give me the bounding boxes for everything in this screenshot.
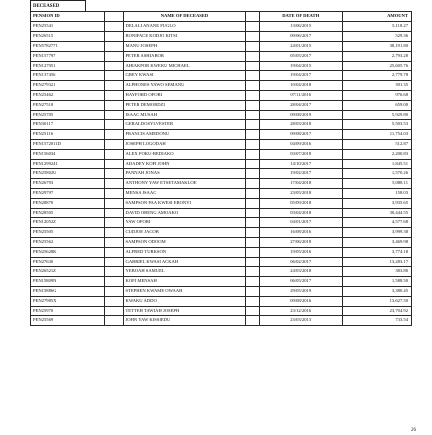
table-row [31, 316, 412, 326]
pension-id-cell: PEN29797 [31, 188, 105, 198]
table-row [31, 218, 412, 228]
header-date-of-death: DATE OF DEATH [259, 12, 342, 22]
spacer-cell [246, 179, 259, 189]
amount-cell: 391.35 [342, 81, 411, 91]
spacer-cell [246, 257, 259, 267]
pension-id-cell: PEN12052Z [31, 218, 105, 228]
spacer-cell [246, 277, 259, 287]
deceased-name-cell: KWAKU ADDO [123, 296, 246, 306]
table-row [31, 188, 412, 198]
amount-cell: 659.00 [342, 100, 411, 110]
date-of-death-cell: 19/04/2015 [259, 61, 342, 71]
deceased-name-cell: SAMPSON ODOOM [123, 237, 246, 247]
date-of-death-cell: 16/08/2016 [259, 228, 342, 238]
pension-id-cell: PEN5782771 [31, 41, 105, 51]
spacer-cell [105, 81, 123, 91]
table-row [31, 61, 412, 71]
amount-cell: 30,444.55 [342, 208, 411, 218]
deceased-name-cell: PANNAH JONAS [123, 169, 246, 179]
table-row [31, 169, 412, 179]
date-of-death-cell: 14/10/2017 [259, 159, 342, 169]
spacer-cell [105, 218, 123, 228]
deceased-name-cell: BONIFACE KODJO KITSI [123, 32, 246, 42]
spacer-cell [246, 149, 259, 159]
pension-id-cell: PEN28870 [31, 198, 105, 208]
spacer-cell [246, 41, 259, 51]
deceased-name-cell: JOSEPH LOGODAH [123, 139, 246, 149]
pension-id-cell: PEN25541 [31, 22, 105, 32]
spacer-cell [246, 267, 259, 277]
spacer-cell [246, 237, 259, 247]
table-row [31, 257, 412, 267]
spacer-cell [246, 286, 259, 296]
table-row [31, 22, 412, 32]
amount-cell: 529.36 [342, 32, 411, 42]
deceased-name-cell: MANU JOSEPH [123, 41, 246, 51]
amount-cell: 13,283.17 [342, 257, 411, 267]
spacer-cell [246, 296, 259, 306]
pension-id-cell: PEN157797 [31, 51, 105, 61]
deceased-name-cell: ADADEY KOFI JOHN [123, 159, 246, 169]
date-of-death-cell: 23/03/2013 [259, 316, 342, 326]
caption-deceased: DECEASED [30, 0, 86, 12]
table-row [31, 139, 412, 149]
deceased-pension-table [30, 11, 412, 326]
pension-id-cell: PEN25802U [31, 169, 105, 179]
deceased-name-cell: FRANCIS AMEDONU [123, 130, 246, 140]
pension-id-cell: PEN27518 [31, 100, 105, 110]
pension-id-cell: PEN26515 [31, 32, 105, 42]
amount-cell: 3,935.65 [342, 198, 411, 208]
pension-id-cell: PEN25705 [31, 110, 105, 120]
amount-cell: 3,774.18 [342, 247, 411, 257]
pension-id-cell: PEN25970 [31, 306, 105, 316]
pension-id-cell: PEN15809N [31, 277, 105, 287]
spacer-cell [246, 218, 259, 228]
spacer-cell [246, 51, 259, 61]
date-of-death-cell: 04/09/2016 [259, 139, 342, 149]
spacer-cell [105, 286, 123, 296]
table-row [31, 51, 412, 61]
header-pension-id: PENSION ID [31, 12, 105, 22]
deceased-name-cell: TETTEH TAWIAH JOSEPH [123, 306, 246, 316]
table-row [31, 32, 412, 42]
spacer-cell [246, 169, 259, 179]
spacer-cell [105, 237, 123, 247]
date-of-death-cell: 27/06/2018 [259, 237, 342, 247]
date-of-death-cell: 09/08/2016 [259, 296, 342, 306]
deceased-name-cell: DAVID OBENG AMOAKO [123, 208, 246, 218]
spacer-cell [105, 179, 123, 189]
table-row [31, 296, 412, 306]
table-row [31, 90, 412, 100]
amount-cell: 25,605.76 [342, 61, 411, 71]
amount-cell: 383.80 [342, 267, 411, 277]
date-of-death-cell: 09/06/2017 [259, 32, 342, 42]
pension-id-cell: PEN25462 [31, 90, 105, 100]
amount-cell: 976.68 [342, 90, 411, 100]
amount-cell: 5,118.27 [342, 22, 411, 32]
spacer-cell [246, 61, 259, 71]
deceased-name-cell: YAW OFORI [123, 218, 246, 228]
deceased-name-cell: CUDJOE JACOB [123, 228, 246, 238]
spacer-cell [105, 71, 123, 81]
date-of-death-cell: 24/01/2015 [259, 41, 342, 51]
amount-cell: 5,503.53 [342, 120, 411, 130]
spacer-cell [246, 159, 259, 169]
table-row [31, 71, 412, 81]
pension-id-cell: PEN30117 [31, 120, 105, 130]
pension-id-cell: PEN25569 [31, 316, 105, 326]
spacer-cell [246, 228, 259, 238]
spacer-cell [105, 267, 123, 277]
pension-id-cell: PEN25116 [31, 130, 105, 140]
spacer-cell [105, 139, 123, 149]
date-of-death-cell: 09/08/2017 [259, 130, 342, 140]
pension-id-cell: PEN28505 [31, 208, 105, 218]
amount-cell: 158.03 [342, 188, 411, 198]
deceased-name-cell: PETER ASHIABOR [123, 51, 246, 61]
amount-cell: 2,779.78 [342, 71, 411, 81]
table-row [31, 306, 412, 316]
date-of-death-cell: 03/07/2018 [259, 149, 342, 159]
deceased-name-cell: ISAAC MUSAH [123, 110, 246, 120]
amount-cell: 1,570.26 [342, 169, 411, 179]
spacer-cell [105, 169, 123, 179]
date-of-death-cell: 24/03/2018 [259, 267, 342, 277]
page-number: 26 [411, 428, 416, 433]
pension-id-cell: PEN26793 [31, 179, 105, 189]
spacer-cell [105, 149, 123, 159]
table-row [31, 159, 412, 169]
table-header-row [31, 12, 412, 22]
document-sheet [8, 0, 416, 433]
deceased-name-cell: DELALI ANANE FUGLO [123, 22, 246, 32]
spacer-cell [246, 81, 259, 91]
spacer-cell [246, 208, 259, 218]
spacer-cell [105, 100, 123, 110]
pension-id-cell: PEN27985X [31, 296, 105, 306]
spacer-cell [105, 306, 123, 316]
date-of-death-cell: 28/04/2017 [259, 100, 342, 110]
spacer-cell [246, 139, 259, 149]
spacer-cell [246, 188, 259, 198]
spacer-cell [246, 71, 259, 81]
spacer-cell [105, 247, 123, 257]
spacer-cell [246, 22, 259, 32]
pension-id-cell: PEN127951 [31, 61, 105, 71]
date-of-death-cell: 19/05/2016 [259, 247, 342, 257]
spacer-cell [105, 208, 123, 218]
deceased-name-cell: STEPHEN KWAME OWAAH [123, 286, 246, 296]
spacer-cell [105, 90, 123, 100]
amount-cell: 3,380.45 [342, 286, 411, 296]
table-row [31, 208, 412, 218]
pension-id-cell: PEN25628K [31, 247, 105, 257]
date-of-death-cell: 06/02/2017 [259, 257, 342, 267]
table-row [31, 41, 412, 51]
spacer-cell [105, 130, 123, 140]
deceased-name-cell: PETER DEMORDZI [123, 100, 246, 110]
spacer-cell [105, 159, 123, 169]
spacer-cell [105, 296, 123, 306]
spacer-cell [105, 32, 123, 42]
table-row [31, 267, 412, 277]
table-row [31, 120, 412, 130]
deceased-name-cell: ALFRED TURKSON [123, 247, 246, 257]
deceased-name-cell: ANTHONY YAW ETSETAMAKLOE [123, 179, 246, 189]
amount-cell: 38,191.80 [342, 41, 411, 51]
spacer-cell [105, 198, 123, 208]
date-of-death-cell: 19/04/2017 [259, 71, 342, 81]
spacer-cell [246, 306, 259, 316]
spacer-cell [246, 130, 259, 140]
date-of-death-cell: 05/09/2018 [259, 198, 342, 208]
table-row [31, 277, 412, 287]
date-of-death-cell: 03/04/2018 [259, 208, 342, 218]
pension-id-cell: PEN15886G [31, 286, 105, 296]
spacer-cell [105, 120, 123, 130]
amount-cell: 512.87 [342, 139, 411, 149]
deceased-name-cell: YEBOAH SAMUEL [123, 267, 246, 277]
spacer-cell [105, 228, 123, 238]
spacer-cell [246, 198, 259, 208]
table-row [31, 198, 412, 208]
date-of-death-cell: 13/06/2015 [259, 22, 342, 32]
amount-cell: 23,704.92 [342, 306, 411, 316]
date-of-death-cell: 19/02/2017 [259, 169, 342, 179]
date-of-death-cell: 10/04/2018 [259, 81, 342, 91]
deceased-name-cell: MENSA ISAAC [123, 188, 246, 198]
spacer-cell [246, 90, 259, 100]
pension-id-cell: PEN25562 [31, 237, 105, 247]
amount-cell: 2,793.28 [342, 51, 411, 61]
table-row [31, 228, 412, 238]
header-name-of-deceased: NAME OF DECEASED [123, 12, 246, 22]
deceased-name-cell: HAYFORD OFORI [123, 90, 246, 100]
deceased-name-cell: ALPHONES YAWO SEMANU [123, 81, 246, 91]
amount-cell: 11,754.03 [342, 130, 411, 140]
spacer-cell [246, 316, 259, 326]
date-of-death-cell: 17/04/2018 [259, 179, 342, 189]
deceased-name-cell: GREY KWASI [123, 71, 246, 81]
spacer-cell [105, 257, 123, 267]
spacer-cell [105, 316, 123, 326]
table-row [31, 130, 412, 140]
spacer-cell [105, 188, 123, 198]
date-of-death-cell: 28/03/2018 [259, 120, 342, 130]
table-row [31, 237, 412, 247]
deceased-name-cell: GERALDOSYLVESTER [123, 120, 246, 130]
spacer-cell [105, 277, 123, 287]
pension-id-cell: PEN137456 [31, 71, 105, 81]
amount-cell: 2,200.83 [342, 149, 411, 159]
header-spacer [105, 12, 123, 22]
deceased-name-cell: AHIAKPOR KWEKU MICHAEL [123, 61, 246, 71]
pension-id-cell: PEN1572011D [31, 139, 105, 149]
deceased-name-cell: SAMPSON PAA KWESI EBONYI [123, 198, 246, 208]
date-of-death-cell: 09/08/2019 [259, 110, 342, 120]
spacer-cell [105, 51, 123, 61]
table-row [31, 110, 412, 120]
deceased-name-cell: GABRIEL KWASI ACKAH [123, 257, 246, 267]
table-row [31, 81, 412, 91]
spacer-cell [105, 41, 123, 51]
amount-cell: 1,588.50 [342, 277, 411, 287]
spacer-cell [246, 247, 259, 257]
spacer-cell [105, 110, 123, 120]
spacer-cell [105, 61, 123, 71]
pension-id-cell: PEN25505 [31, 228, 105, 238]
date-of-death-cell: 07/11/2016 [259, 90, 342, 100]
amount-cell: 1,845.51 [342, 159, 411, 169]
spacer-cell [246, 32, 259, 42]
date-of-death-cell: 04/01/2017 [259, 218, 342, 228]
amount-cell: 13,627.50 [342, 296, 411, 306]
date-of-death-cell: 23/12/2016 [259, 306, 342, 316]
date-of-death-cell: 29/05/2019 [259, 286, 342, 296]
deceased-name-cell: JOHN YAW KISSIEDU [123, 316, 246, 326]
pension-id-cell: PEN1299241 [31, 159, 105, 169]
amount-cell: 733.54 [342, 316, 411, 326]
spacer-cell [105, 22, 123, 32]
pension-id-cell: PEN279321 [31, 81, 105, 91]
spacer-cell [246, 100, 259, 110]
pension-id-cell: PEN156034 [31, 149, 105, 159]
table-row [31, 100, 412, 110]
table-row [31, 286, 412, 296]
header-spacer [246, 12, 259, 22]
date-of-death-cell: 05/05/2017 [259, 51, 342, 61]
pension-id-cell: PEN27630 [31, 257, 105, 267]
amount-cell: 4,577.68 [342, 218, 411, 228]
table-row [31, 149, 412, 159]
pension-id-cell: PEN26521Z [31, 267, 105, 277]
amount-cell: 5,929.80 [342, 110, 411, 120]
deceased-name-cell: ALEX FOKU-BEDIAKO [123, 149, 246, 159]
spacer-cell [246, 120, 259, 130]
date-of-death-cell: 06/05/2017 [259, 277, 342, 287]
table-row [31, 179, 412, 189]
date-of-death-cell: 23/05/2018 [259, 188, 342, 198]
amount-cell: 5,088.11 [342, 179, 411, 189]
spacer-cell [246, 110, 259, 120]
amount-cell: 3,469.98 [342, 237, 411, 247]
header-amount: AMOUNT [342, 12, 411, 22]
table-row [31, 247, 412, 257]
amount-cell: 3,999.38 [342, 228, 411, 238]
deceased-name-cell: KOFI MENSAH [123, 277, 246, 287]
